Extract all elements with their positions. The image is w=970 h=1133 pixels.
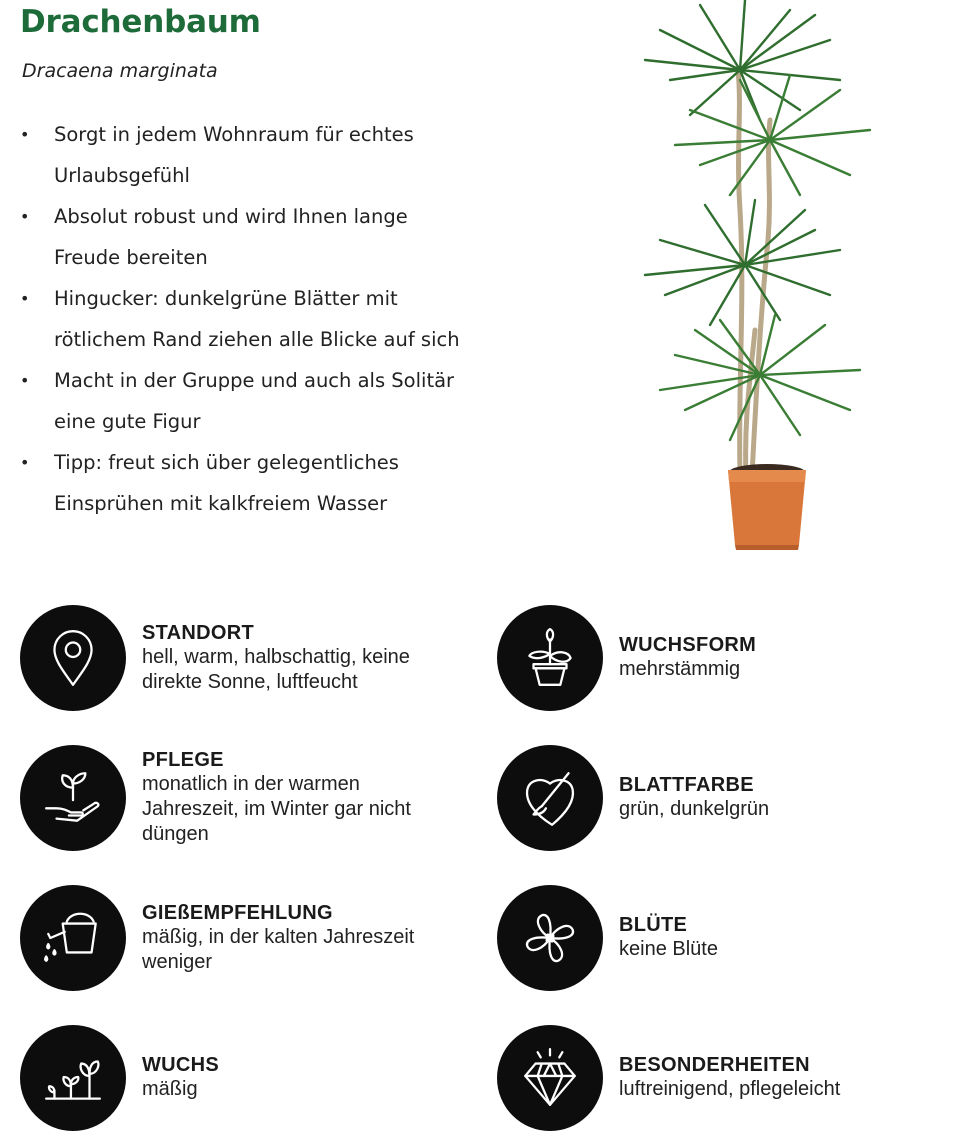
feature-giessempfehlung: [20, 885, 414, 991]
feature-wuchsform: [497, 605, 756, 711]
feature-label: PFLEGE: [142, 749, 224, 771]
feature-wuchs: [20, 1025, 219, 1131]
feature-value: keine Blüte: [619, 938, 718, 960]
location-pin-icon: [20, 605, 126, 711]
feature-label: BESONDERHEITEN: [619, 1054, 810, 1076]
bullet-item: • Hingucker: dunkelgrüne Blätter mit rötlichem Rand ziehen alle Blicke auf sich: [20, 287, 460, 351]
feature-pflege: [20, 745, 411, 851]
feature-label: BLATTFARBE: [619, 774, 754, 796]
feature-value: grün, dunkelgrün: [619, 798, 770, 820]
feature-label: BLÜTE: [619, 914, 688, 936]
growth-plants-icon: [20, 1025, 126, 1131]
feature-bluete: [497, 885, 718, 991]
feature-label: WUCHS: [142, 1054, 220, 1076]
feature-value: monatlich in der warmen Jahreszeit, im Winter gar nicht düngen: [142, 773, 411, 845]
feature-value: mehrstämmig: [619, 658, 741, 680]
diamond-icon: [497, 1025, 603, 1131]
potted-plant-icon: [497, 605, 603, 711]
feature-label: STANDORT: [142, 621, 255, 644]
feature-value: mäßig, in der kalten Jahreszeit weniger: [142, 925, 415, 973]
flower-icon: [497, 885, 603, 991]
bullet-item: • Sorgt in jedem Wohnraum für echtes Urlaubsgefühl: [20, 123, 414, 187]
watering-can-icon: [20, 885, 126, 991]
feature-label: WUCHSFORM: [619, 634, 757, 656]
feature-besonderheiten: [497, 1025, 840, 1131]
bullet-item: • Macht in der Gruppe und auch als Solitär eine gute Figur: [20, 369, 455, 433]
latin-name: Dracaena marginata: [22, 60, 218, 82]
feature-standort: [20, 605, 410, 711]
leaf-brush-icon: [497, 745, 603, 851]
bullet-item: • Tipp: freut sich über gelegentliches Einsprühen mit kalkfreiem Wasser: [20, 451, 399, 515]
feature-bullet-list: [20, 114, 480, 524]
feature-blattfarbe: [497, 745, 769, 851]
bullet-item: • Absolut robust und wird Ihnen lange Freude bereiten: [20, 205, 408, 269]
seedling-hand-icon: [20, 745, 126, 851]
feature-value: hell, warm, halbschattig, keine direkte Sonne, luftfeucht: [142, 645, 410, 693]
feature-value: luftreinigend, pflegeleicht: [619, 1078, 841, 1100]
feature-label: GIEßEMPFEHLUNG: [142, 901, 333, 924]
plant-image: [600, 0, 920, 560]
product-title: Drachenbaum: [20, 4, 261, 40]
feature-value: mäßig: [142, 1078, 198, 1100]
